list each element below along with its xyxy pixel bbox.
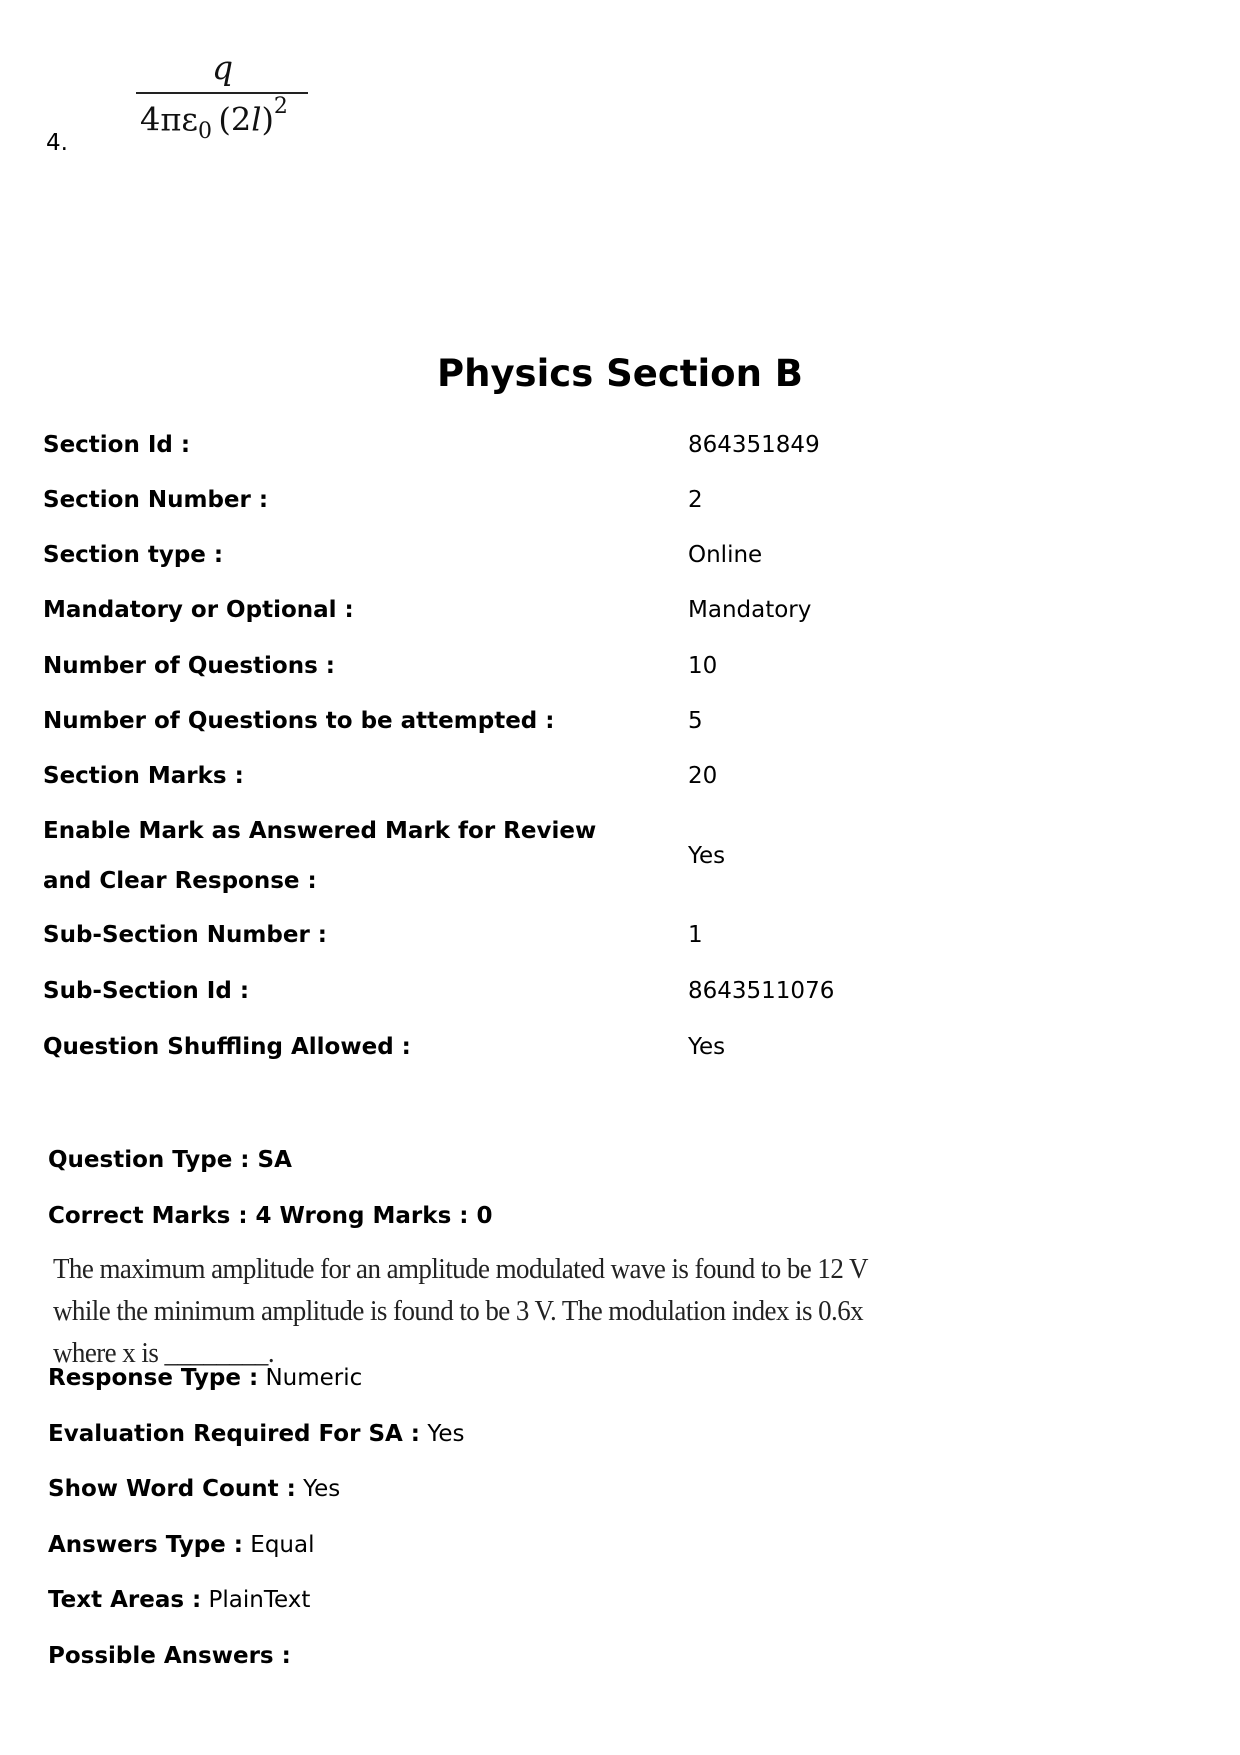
row-value: Mandatory [688,597,812,623]
detail-show-word-count [48,1476,340,1502]
detail-label: Show Word Count : [48,1476,296,1502]
detail-value: Numeric [265,1365,363,1391]
detail-possible-answers [48,1643,291,1669]
row-value: 20 [688,763,718,789]
question-marks-text: Correct Marks : 4 Wrong Marks : 0 [48,1203,493,1229]
detail-response-type [48,1365,362,1391]
question-marks [48,1203,492,1229]
detail-evaluation-required [48,1421,464,1447]
row-label: Section Marks : [43,763,244,789]
detail-value: Yes [303,1476,341,1502]
row-value: 864351849 [688,432,820,458]
detail-text-areas [48,1587,310,1613]
question-type [48,1147,292,1173]
row-label: Section type : [43,542,224,568]
detail-label: Response Type : [48,1365,259,1391]
detail-value: Yes [427,1421,465,1447]
row-label: Section Id : [43,432,191,458]
row-value: 5 [688,708,703,734]
row-label: Sub-Section Number : [43,922,328,948]
formula-numerator: q [212,48,234,87]
row-label: Number of Questions : [43,653,335,679]
row-value: Yes [688,1034,726,1060]
row-label: Question Shuffling Allowed : [43,1034,411,1060]
detail-label: Text Areas : [48,1587,202,1613]
row-value: 10 [688,653,718,679]
row-value: Yes [688,843,726,869]
question-type-text: Question Type : SA [48,1147,292,1173]
detail-label: Answers Type : [48,1532,243,1558]
detail-value: Equal [250,1532,315,1558]
option-number: 4. [46,130,68,156]
detail-value: PlainText [208,1587,311,1613]
formula-denominator: $4\pi\varepsilon_0$ $(2l)^2$ [140,94,288,145]
section-title: Physics Section B [436,352,803,395]
row-label: Sub-Section Id : [43,978,250,1004]
row-value: 1 [688,922,703,948]
row-value: Online [688,542,763,568]
row-value: 2 [688,487,703,513]
detail-label: Possible Answers : [48,1643,291,1669]
row-label: Number of Questions to be attempted : [43,708,555,734]
detail-label: Evaluation Required For SA : [48,1421,421,1447]
row-label: Enable Mark as Answered Mark for Review and Clear Response : [43,818,597,894]
detail-answers-type [48,1532,315,1558]
question-text: The maximum amplitude for an amplitude modulated wave is found to be 12 V while the minimum amplitude is found to be 3 V. The modulation index is 0.6x where x is ________. [53,1253,868,1369]
row-value: 8643511076 [688,978,835,1004]
row-label: Mandatory or Optional : [43,597,354,623]
option-4 [46,40,446,160]
row-label: Section Number : [43,487,269,513]
